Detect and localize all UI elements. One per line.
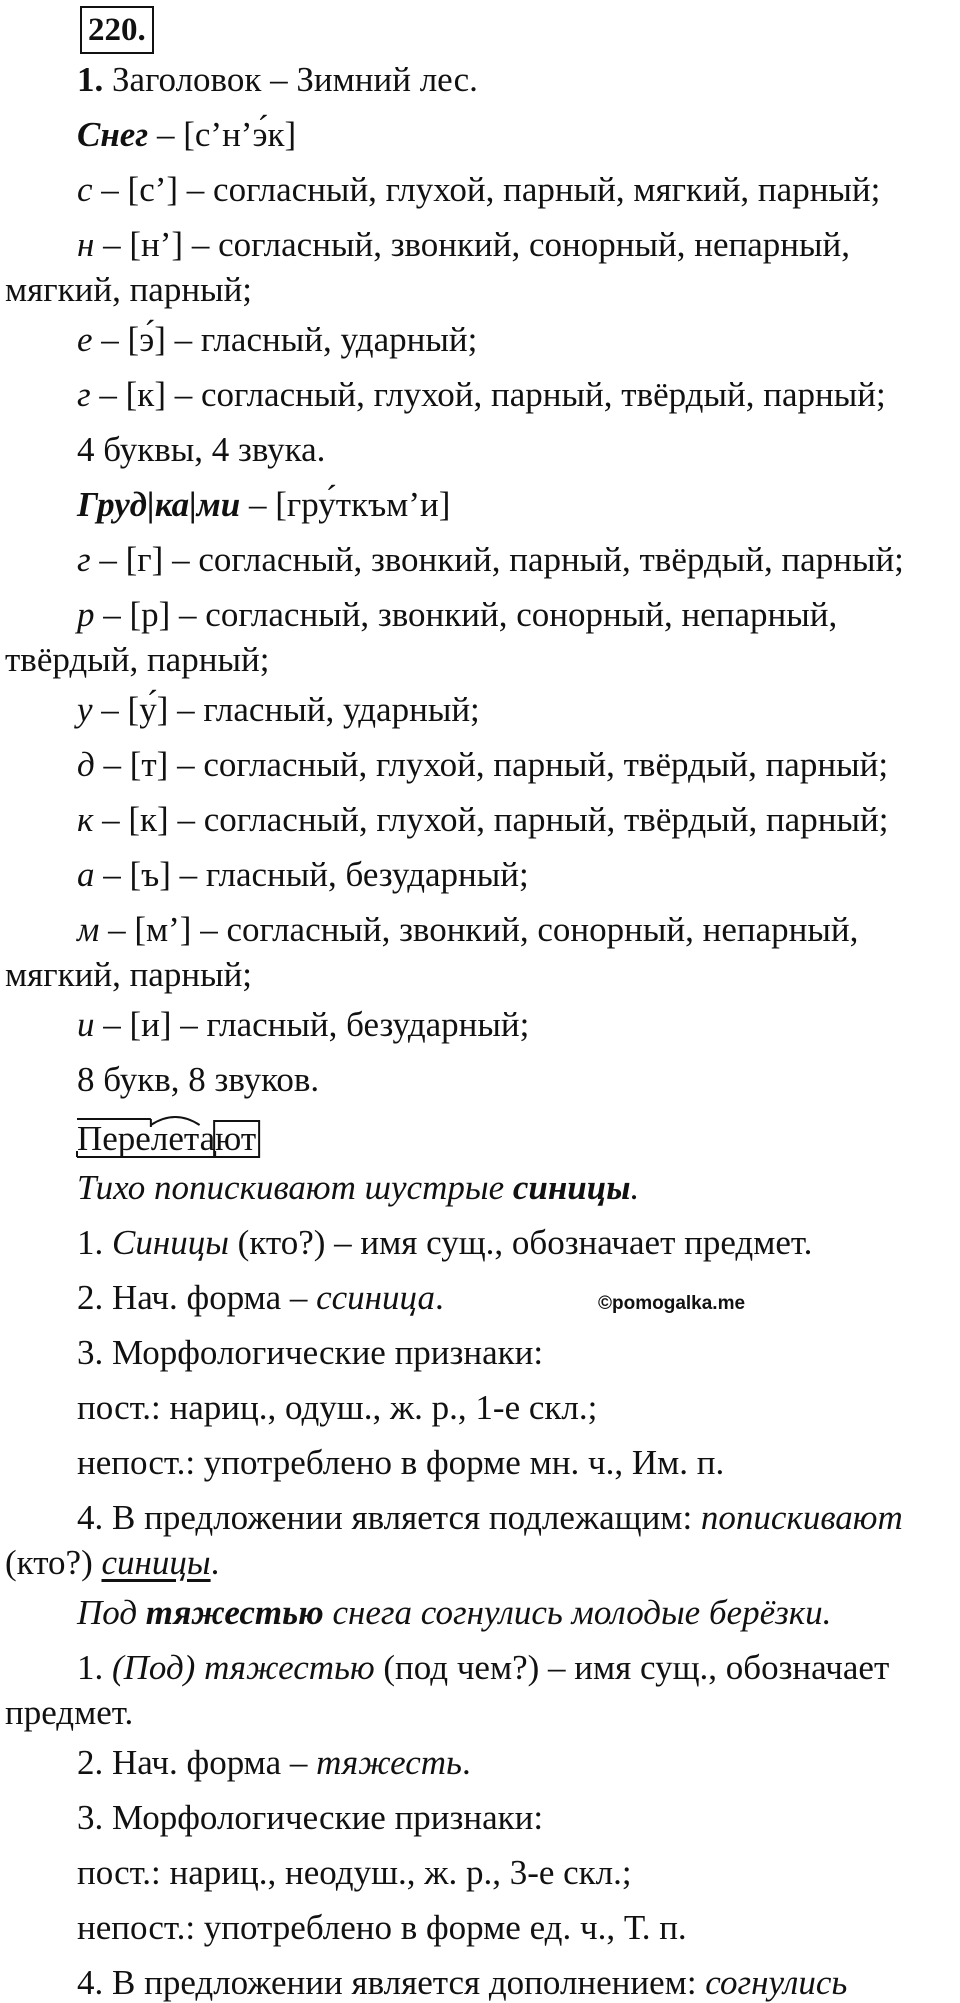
- text-segment: – [р] – согласный, звонкий, сонорный, непарный,: [94, 595, 838, 634]
- text-segment: .: [462, 1743, 471, 1782]
- text-line: [77, 910, 858, 950]
- morpheme-part: лет: [150, 1119, 200, 1158]
- text-segment: 1.: [77, 1223, 112, 1262]
- text-segment: – [к] – согласный, глухой, парный, твёрдый, парный;: [90, 375, 886, 414]
- text-segment: Тихо попискивают шустрые: [77, 1168, 513, 1207]
- text-segment: 4. В предложении является подлежащим:: [77, 1498, 701, 1537]
- morpheme-word-text: [77, 1119, 256, 1158]
- text-line: [77, 1743, 471, 1783]
- text-segment: попискивают: [700, 1498, 903, 1537]
- text-segment: Заголовок – Зимний лес.: [103, 60, 478, 99]
- text-segment: 4. В предложении является дополнением:: [77, 1963, 706, 2002]
- morpheme-part: а: [199, 1119, 216, 1158]
- text-line: [77, 430, 325, 470]
- task-number: 220.: [80, 6, 154, 54]
- text-segment: непост.: употреблено в форме мн. ч., Им. п.: [77, 1443, 725, 1482]
- text-segment: – [ъ] – гласный, безударный;: [94, 855, 529, 894]
- text-line: [77, 800, 888, 840]
- text-segment: – [м’] – согласный, звонкий, сонорный, непарный,: [99, 910, 859, 949]
- text-segment: (кто?) – имя сущ., обозначает предмет.: [228, 1223, 813, 1262]
- watermark: ©pomogalka.me: [598, 1293, 746, 1314]
- text-segment: ссиница: [316, 1278, 435, 1317]
- text-line: [77, 1388, 597, 1428]
- text-segment: – [у́] – гласный, ударный;: [92, 690, 480, 729]
- text-segment: – [к] – согласный, глухой, парный, твёрдый, парный;: [93, 800, 889, 839]
- text-segment: 4 буквы, 4 звука.: [77, 430, 326, 469]
- text-segment: мягкий, парный;: [5, 270, 253, 309]
- text-segment: д: [77, 745, 95, 784]
- text-segment: е: [77, 320, 93, 359]
- text-segment: – [г] – согласный, звонкий, парный, твёрдый, парный;: [90, 540, 904, 579]
- text-line: [77, 1853, 632, 1893]
- text-segment: – [с’] – согласный, глухой, парный, мягкий, парный;: [92, 170, 881, 209]
- text-line: [77, 1908, 687, 1948]
- text-segment: к: [77, 800, 94, 839]
- text-segment: (Под) тяжестью: [112, 1648, 375, 1687]
- text-segment: 3. Морфологические признаки:: [77, 1798, 544, 1837]
- text-segment: 2. Нач. форма –: [77, 1743, 317, 1782]
- text-line: [5, 640, 269, 680]
- text-line: [77, 595, 837, 635]
- text-segment: Под: [77, 1593, 146, 1632]
- text-segment: – [и] – гласный, безударный;: [94, 1005, 530, 1044]
- text-line: [77, 1223, 812, 1263]
- text-line: [77, 60, 478, 100]
- text-segment: 3. Морфологические признаки:: [77, 1333, 544, 1372]
- text-segment: н: [77, 225, 95, 264]
- text-line: [77, 485, 450, 525]
- text-segment: снега согнулись молодые берёзки.: [323, 1593, 832, 1632]
- text-line: [77, 1005, 529, 1045]
- text-segment: 1.: [77, 1648, 112, 1687]
- text-line: [77, 170, 880, 210]
- text-segment: у: [77, 690, 93, 729]
- text-segment: синицы: [101, 1543, 211, 1582]
- text-line: [77, 1443, 724, 1483]
- text-line: [77, 1333, 543, 1373]
- text-segment: 2. Нач. форма –: [77, 1278, 317, 1317]
- text-line: [77, 540, 904, 580]
- text-segment: .: [630, 1168, 640, 1207]
- text-segment: .: [210, 1543, 220, 1582]
- text-segment: мягкий, парный;: [5, 955, 253, 994]
- text-segment: синицы: [512, 1168, 631, 1207]
- text-line: [5, 270, 252, 310]
- morpheme-part: ют: [215, 1119, 257, 1158]
- text-segment: пост.: нариц., неодуш., ж. р., 3-е скл.;: [77, 1853, 632, 1892]
- text-line: [5, 1543, 219, 1583]
- text-segment: согнулись: [705, 1963, 848, 2002]
- text-segment: с: [77, 170, 93, 209]
- text-segment: предмет.: [5, 1693, 134, 1732]
- text-segment: – [с’н’э́к]: [148, 115, 297, 154]
- text-line: [77, 1278, 444, 1318]
- morpheme-part: Пере: [77, 1119, 151, 1158]
- text-line: [77, 855, 529, 895]
- text-segment: непост.: употреблено в форме ед. ч., Т. п.: [77, 1908, 687, 1947]
- text-segment: Снег: [77, 115, 149, 154]
- text-segment: – [э́] – гласный, ударный;: [92, 320, 478, 359]
- text-line: [5, 1693, 133, 1733]
- text-segment: (под чем?) – имя сущ., обозначает: [374, 1648, 890, 1687]
- text-segment: (кто?): [5, 1543, 102, 1582]
- text-line: [77, 375, 886, 415]
- text-line: [77, 225, 850, 265]
- text-segment: а: [77, 855, 95, 894]
- text-segment: Синицы: [112, 1223, 229, 1262]
- text-line: [77, 1963, 847, 2003]
- text-segment: 1.: [77, 60, 104, 99]
- text-segment: – [н’] – согласный, звонкий, сонорный, непарный,: [94, 225, 851, 264]
- text-line: [5, 955, 252, 995]
- text-line: [77, 1168, 639, 1208]
- text-segment: и: [77, 1005, 95, 1044]
- text-segment: – [т] – согласный, глухой, парный, твёрдый, парный;: [94, 745, 889, 784]
- text-segment: твёрдый, парный;: [5, 640, 270, 679]
- text-segment: г: [77, 375, 91, 414]
- text-line: [77, 745, 888, 785]
- text-line: [77, 1648, 889, 1688]
- text-line: [77, 1593, 831, 1633]
- text-segment: пост.: нариц., одуш., ж. р., 1-е скл.;: [77, 1388, 598, 1427]
- text-line: [77, 690, 480, 730]
- text-line: [77, 320, 477, 360]
- text-segment: тяжесть: [316, 1743, 462, 1782]
- text-segment: – [гру́ткъм’и]: [240, 485, 451, 524]
- text-segment: тяжестью: [145, 1593, 324, 1632]
- text-segment: .: [434, 1278, 444, 1317]
- text-line: [77, 1060, 319, 1100]
- text-segment: 8 букв, 8 звуков.: [77, 1060, 320, 1099]
- text-segment: г: [77, 540, 91, 579]
- text-line: [77, 115, 296, 155]
- text-line: [77, 1498, 903, 1538]
- text-segment: Груд|ка|ми: [77, 485, 241, 524]
- text-segment: м: [77, 910, 100, 949]
- text-segment: р: [77, 595, 95, 634]
- morpheme-word: [77, 1115, 256, 1161]
- text-line: [77, 1798, 543, 1838]
